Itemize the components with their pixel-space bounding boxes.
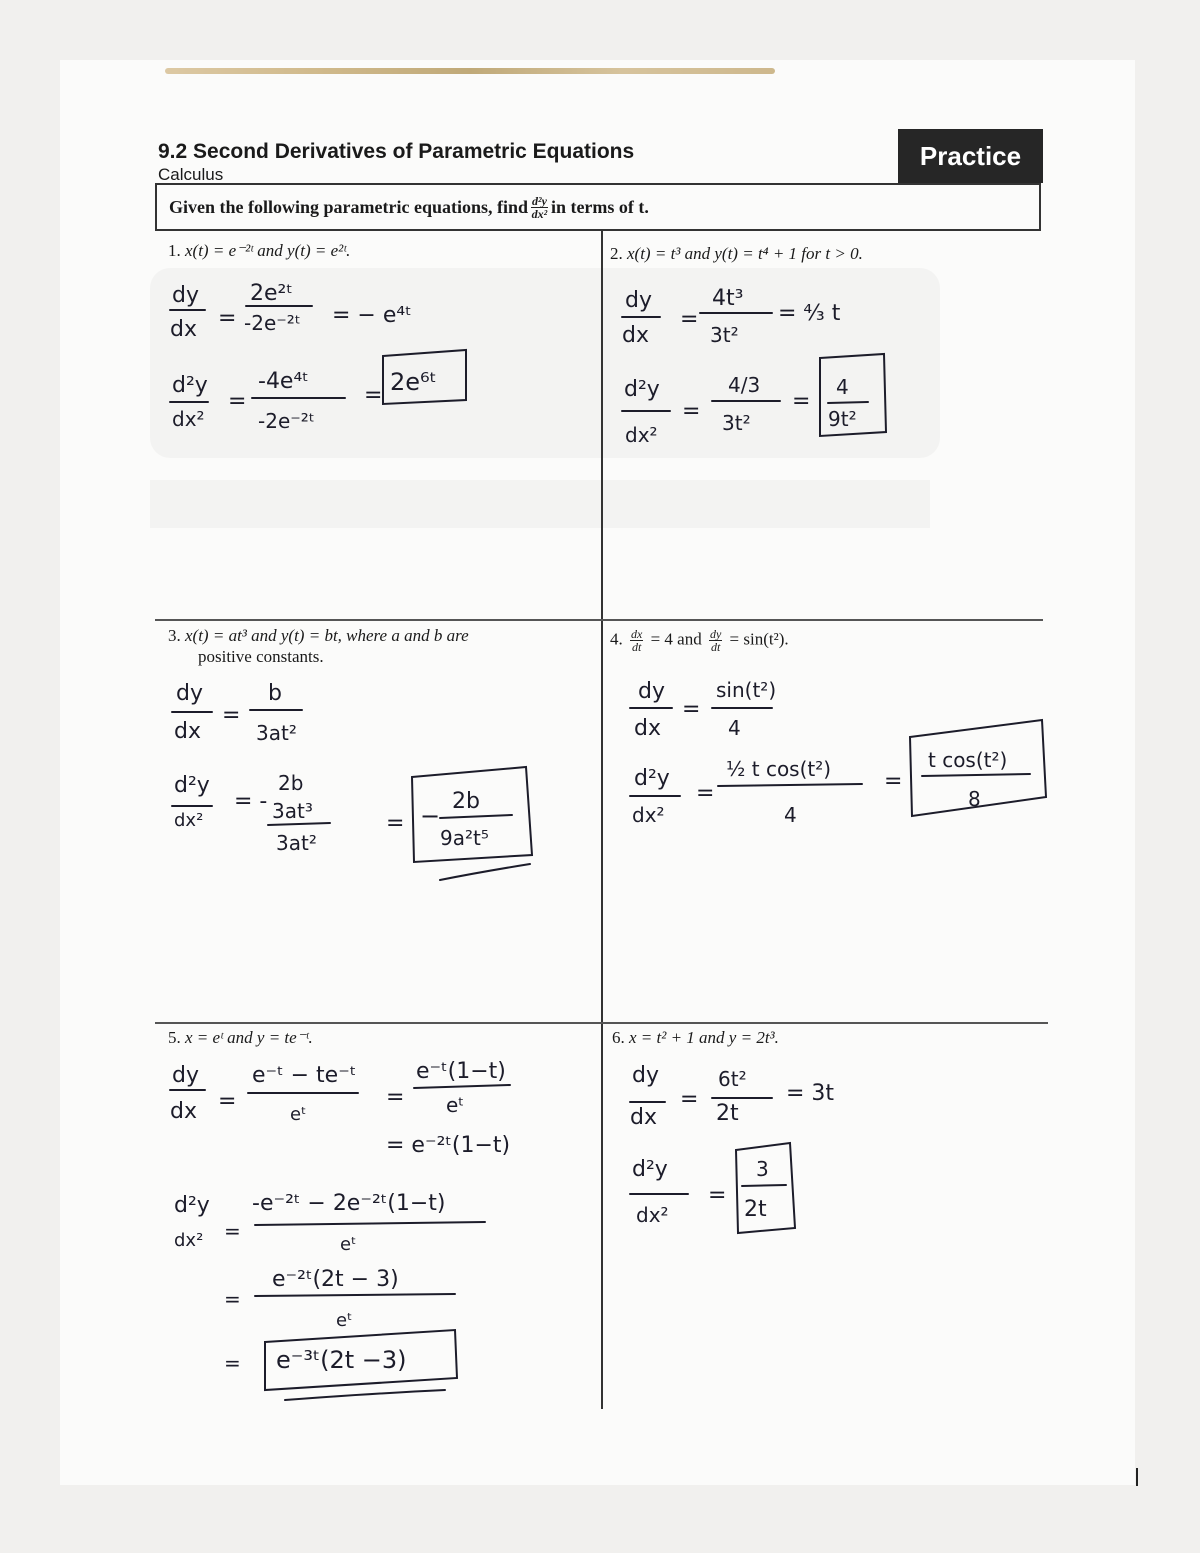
p6-dx: dx xyxy=(630,1105,657,1130)
p2-answer-den: 9t² xyxy=(828,407,857,431)
p3-dx: dx xyxy=(174,719,201,744)
p2-eq3: = xyxy=(792,389,811,414)
p1-answer: 2e⁶ᵗ xyxy=(390,368,437,396)
p6-eq2: = xyxy=(708,1183,727,1208)
problem-number: 5. xyxy=(168,1028,181,1047)
p2-d2: 3t² xyxy=(722,411,751,435)
problem-statement-cont: positive constants. xyxy=(198,647,324,666)
p4-answer-den: 8 xyxy=(968,787,981,811)
p5-n1: e⁻ᵗ − te⁻ᵗ xyxy=(252,1063,357,1088)
p5-n3: e⁻²ᵗ(2t − 3) xyxy=(272,1267,399,1292)
problem-number: 1. xyxy=(168,241,181,260)
p3-d2y: d²y xyxy=(174,773,210,798)
problem-statement: x(t) = t³ and y(t) = t⁴ + 1 for t > 0. xyxy=(627,244,863,263)
problem-number: 2. xyxy=(610,244,623,263)
p1-dx: dx xyxy=(170,317,197,342)
scan-edge-mark xyxy=(1136,1468,1138,1486)
p5-answer: e⁻³ᵗ(2t −3) xyxy=(276,1346,407,1374)
problem-number: 3. xyxy=(168,626,181,645)
p2-eq1: = xyxy=(680,307,699,332)
p3-d2: 3at² xyxy=(276,831,317,855)
p4-d2y: d²y xyxy=(634,766,670,791)
p3-answer-sign: − xyxy=(420,802,441,830)
p1-dy: dy xyxy=(172,283,199,308)
p5-dx: dx xyxy=(170,1099,197,1124)
p6-r1: = 3t xyxy=(786,1081,835,1106)
practice-badge: Practice xyxy=(898,129,1043,183)
p3-n2: 2b xyxy=(278,771,304,795)
p6-d1: 2t xyxy=(716,1101,739,1126)
frac-num: dx xyxy=(631,627,643,641)
p6-answer-num: 3 xyxy=(756,1157,769,1181)
p5-d1b: eᵗ xyxy=(446,1093,465,1117)
page-title: 9.2 Second Derivatives of Parametric Equations xyxy=(158,140,635,163)
problem-statement: x = eᵗ and y = te⁻ᵗ. xyxy=(185,1028,313,1047)
problem-statement: x(t) = e⁻²ᵗ and y(t) = e²ᵗ. xyxy=(185,241,351,260)
frac-num: dy xyxy=(709,627,722,641)
p6-n1: 6t² xyxy=(718,1067,747,1091)
p2-eq2: = xyxy=(682,399,701,424)
p1-n2: -4e⁴ᵗ xyxy=(258,369,309,394)
p2-d2y: d²y xyxy=(624,377,660,402)
p5-dx2: dx² xyxy=(174,1230,204,1251)
p4-n2: ½ t cos(t²) xyxy=(726,757,832,781)
p4-n1: sin(t²) xyxy=(716,678,777,702)
p6-dx2: dx² xyxy=(636,1203,669,1227)
p2-dy: dy xyxy=(625,288,652,313)
p4-eq2: = xyxy=(696,781,715,806)
p6-eq1: = xyxy=(680,1087,699,1112)
instructions-frac-num: d²y xyxy=(532,193,547,208)
p1-eq1: = xyxy=(218,306,237,331)
p1-eq3: = xyxy=(364,383,383,408)
p3-answer-num: 2b xyxy=(452,789,480,814)
p1-d1: -2e⁻²ᵗ xyxy=(244,311,301,335)
p6-d2y: d²y xyxy=(632,1157,668,1182)
p2-n2: 4/3 xyxy=(728,373,761,397)
p5-eq4: = xyxy=(224,1287,241,1311)
p4-d2: 4 xyxy=(784,803,797,827)
p4-answer-num: t cos(t²) xyxy=(928,748,1008,772)
frac-den: dt xyxy=(710,640,721,654)
p1-dx2: dx² xyxy=(172,407,205,431)
p2-d1: 3t² xyxy=(710,323,739,347)
p4-eq3: = xyxy=(884,769,903,794)
p3-n1: b xyxy=(268,681,282,706)
p5-eq2: = xyxy=(386,1085,405,1110)
p5-d3: eᵗ xyxy=(336,1310,353,1331)
p4-dy: dy xyxy=(638,679,665,704)
instructions-prefix: Given the following parametric equations, find xyxy=(169,196,528,217)
p1-r1: = − e⁴ᵗ xyxy=(332,303,412,328)
p3-d1: 3at² xyxy=(256,721,297,745)
frac-den: dt xyxy=(631,640,642,654)
p4-d1: 4 xyxy=(728,716,741,740)
problem-number: 4. xyxy=(610,629,623,649)
p4-dx2: dx² xyxy=(632,803,665,827)
p4-dx: dx xyxy=(634,716,661,741)
p2-dx2: dx² xyxy=(625,423,658,447)
problem-number: 6. xyxy=(612,1028,625,1047)
p3-neg: = - xyxy=(234,789,268,814)
p2-r1: = ⁴⁄₃ t xyxy=(778,301,841,326)
p3-n2b: 3at³ xyxy=(272,799,313,823)
p5-dy: dy xyxy=(172,1063,199,1088)
p3-answer-den: 9a²t⁵ xyxy=(440,826,489,850)
p5-n1b: e⁻ᵗ(1−t) xyxy=(416,1059,506,1084)
p1-eq2: = xyxy=(228,389,247,414)
p5-n2: -e⁻²ᵗ − 2e⁻²ᵗ(1−t) xyxy=(252,1191,446,1216)
problem-statement: x = t² + 1 and y = 2t³. xyxy=(629,1028,779,1047)
problem-tail: = sin(t²). xyxy=(729,629,789,649)
p3-dy: dy xyxy=(176,681,203,706)
instructions-suffix: in terms of t. xyxy=(550,196,649,217)
p5-d2: eᵗ xyxy=(340,1234,357,1255)
problem-statement: x(t) = at³ and y(t) = bt, where a and b are xyxy=(185,626,469,645)
p5-d2y: d²y xyxy=(174,1193,210,1218)
p5-d1: eᵗ xyxy=(290,1104,307,1125)
p1-d2: -2e⁻²ᵗ xyxy=(258,409,315,433)
p3-dx2: dx² xyxy=(174,810,204,831)
p5-eq3: = xyxy=(224,1219,241,1243)
course-name: Calculus xyxy=(158,165,224,184)
p5-eq1: = xyxy=(218,1089,237,1114)
p1-n1: 2e²ᵗ xyxy=(250,281,293,306)
problem-mid: = 4 and xyxy=(650,629,702,649)
p5-eq5: = xyxy=(224,1351,241,1375)
p2-n1: 4t³ xyxy=(712,286,744,311)
p6-dy: dy xyxy=(632,1063,659,1088)
instructions-frac-den: dx² xyxy=(531,206,548,221)
p2-answer-num: 4 xyxy=(836,375,849,399)
p4-eq1: = xyxy=(682,697,701,722)
p6-answer-den: 2t xyxy=(744,1197,767,1222)
p2-dx: dx xyxy=(622,323,649,348)
p5-r1: = e⁻²ᵗ(1−t) xyxy=(386,1133,511,1158)
p1-d2y: d²y xyxy=(172,373,208,398)
p3-eq3: = xyxy=(386,811,405,836)
p3-eq1: = xyxy=(222,703,241,728)
